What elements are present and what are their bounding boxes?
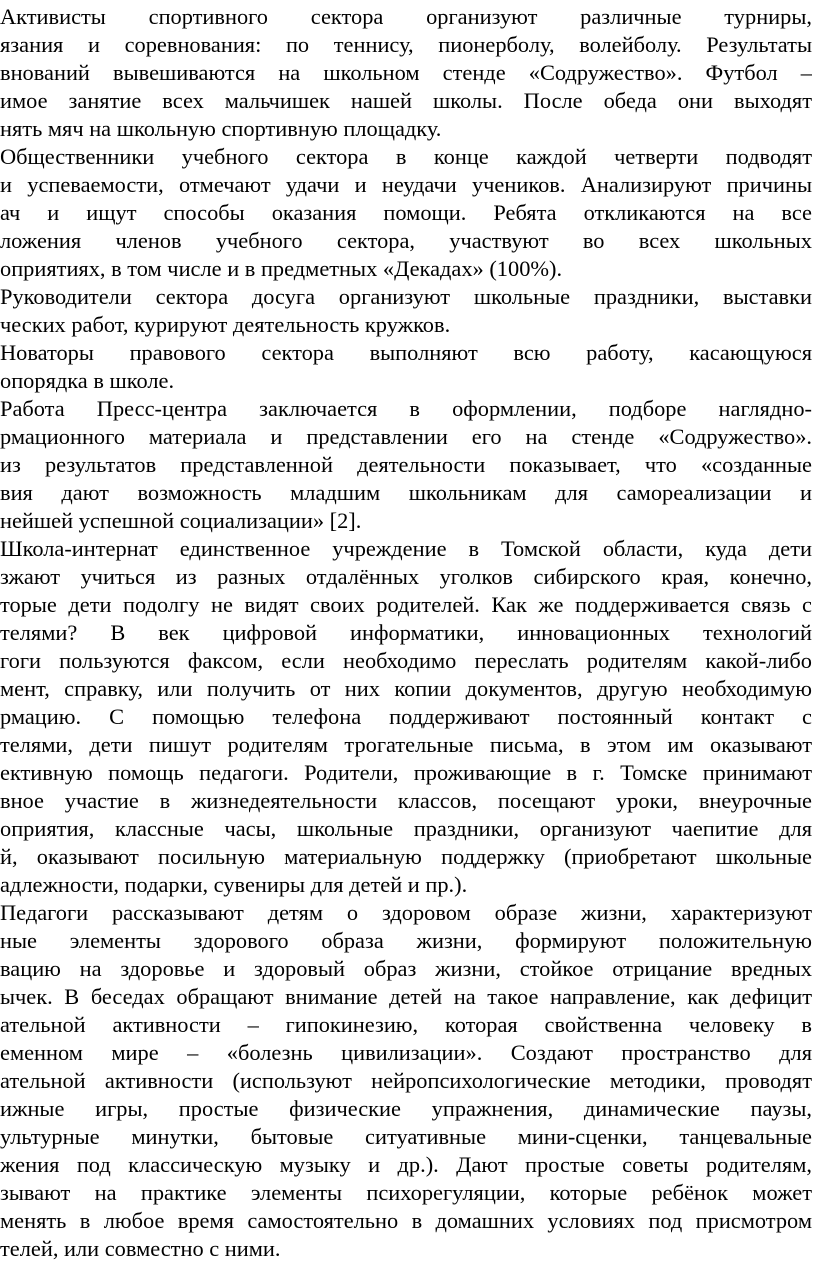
text-line-38: еменном мире – «болезнь цивилизации». Создают пространство для xyxy=(0,1040,812,1065)
text-line-15: Работа Пресс-центра заключается в оформлении, подборе наглядно- xyxy=(0,396,812,421)
text-line-11: Руководители сектора досуга организуют школьные праздники, выставки xyxy=(0,284,812,309)
text-line-34: ные элементы здорового образа жизни, формируют положительную xyxy=(0,928,812,953)
text-line-17: из результатов представленной деятельности показывает, что «созданные xyxy=(0,452,812,477)
text-line-41: ультурные минутки, бытовые ситуативные мини-сценки, танцевальные xyxy=(0,1124,812,1149)
text-line-24: гоги пользуются факсом, если необходимо переслать родителям какой-либо xyxy=(0,648,812,673)
text-line-23: телями? В век цифровой информатики, инновационных технологий xyxy=(0,620,812,645)
text-line-19: нейшей успешной социализации» [2]. xyxy=(0,508,362,533)
text-line-4: имое занятие всех мальчишек нашей школы. После обеда они выходят xyxy=(0,88,812,113)
text-line-9: ложения членов учебного сектора, участвуют во всех школьных xyxy=(0,228,812,253)
text-line-5: нять мяч на школьную спортивную площадку. xyxy=(0,116,442,141)
text-line-16: рмационного материала и представлении его на стенде «Содружество». xyxy=(0,424,812,449)
text-line-3: внований вывешиваются на школьном стенде «Содружество». Футбол – xyxy=(0,60,812,85)
text-line-27: телями, дети пишут родителям трогательные письма, в этом им оказывают xyxy=(0,732,812,757)
text-line-37: ательной активности – гипокинезию, которая свойственна человеку в xyxy=(0,1012,812,1037)
text-line-20: Школа-интернат единственное учреждение в Томской области, куда дети xyxy=(0,536,812,561)
text-line-18: вия дают возможность младшим школьникам для самореализации и xyxy=(0,480,812,505)
text-line-42: жения под классическую музыку и др.). Дают простые советы родителям, xyxy=(0,1152,812,1177)
text-line-21: зжают учиться из разных отдалённых уголков сибирского края, конечно, xyxy=(0,564,812,589)
text-line-30: оприятия, классные часы, школьные праздники, организуют чаепитие для xyxy=(0,816,812,841)
text-line-28: ективную помощь педагоги. Родители, проживающие в г. Томске принимают xyxy=(0,760,812,785)
text-line-44: менять в любое время самостоятельно в домашних условиях под присмотром xyxy=(0,1208,812,1233)
text-line-33: Педагоги рассказывают детям о здоровом образе жизни, характеризуют xyxy=(0,900,812,925)
text-line-7: и успеваемости, отмечают удачи и неудачи учеников. Анализируют причины xyxy=(0,172,812,197)
text-line-32: адлежности, подарки, сувениры для детей и пр.). xyxy=(0,872,468,897)
text-line-14: опорядка в школе. xyxy=(0,368,175,393)
text-line-12: ческих работ, курируют деятельность кружков. xyxy=(0,312,451,337)
text-line-45: телей, или совместно с ними. xyxy=(0,1236,281,1261)
text-line-1: Активисты спортивного сектора организуют различные турниры, xyxy=(0,4,812,29)
text-line-36: ычек. В беседах обращают внимание детей на такое направление, как дефицит xyxy=(0,984,812,1009)
text-line-8: ач и ищут способы оказания помощи. Ребята откликаются на все xyxy=(0,200,812,225)
text-line-13: Новаторы правового сектора выполняют всю работу, касающуюся xyxy=(0,340,812,365)
text-line-40: ижные игры, простые физические упражнения, динамические паузы, xyxy=(0,1096,812,1121)
text-line-31: й, оказывают посильную материальную поддержку (приобретают школьные xyxy=(0,844,812,869)
text-line-10: оприятиях, в том числе и в предметных «Декадах» (100%). xyxy=(0,256,563,281)
text-line-25: мент, справку, или получить от них копии документов, другую необходимую xyxy=(0,676,812,701)
text-line-2: язания и соревнования: по теннису, пионерболу, волейболу. Результаты xyxy=(0,32,812,57)
text-line-39: ательной активности (используют нейропсихологические методики, проводят xyxy=(0,1068,812,1093)
text-line-29: вное участие в жизнедеятельности классов, посещают уроки, внеурочные xyxy=(0,788,812,813)
text-line-43: зывают на практике элементы психорегуляции, которые ребёнок может xyxy=(0,1180,812,1205)
text-line-35: вацию на здоровье и здоровый образ жизни, стойкое отрицание вредных xyxy=(0,956,812,981)
text-line-6: Общественники учебного сектора в конце каждой четверти подводят xyxy=(0,144,812,169)
text-line-22: торые дети подолгу не видят своих родителей. Как же поддерживается связь с xyxy=(0,592,812,617)
text-line-26: рмацию. С помощью телефона поддерживают постоянный контакт с xyxy=(0,704,812,729)
